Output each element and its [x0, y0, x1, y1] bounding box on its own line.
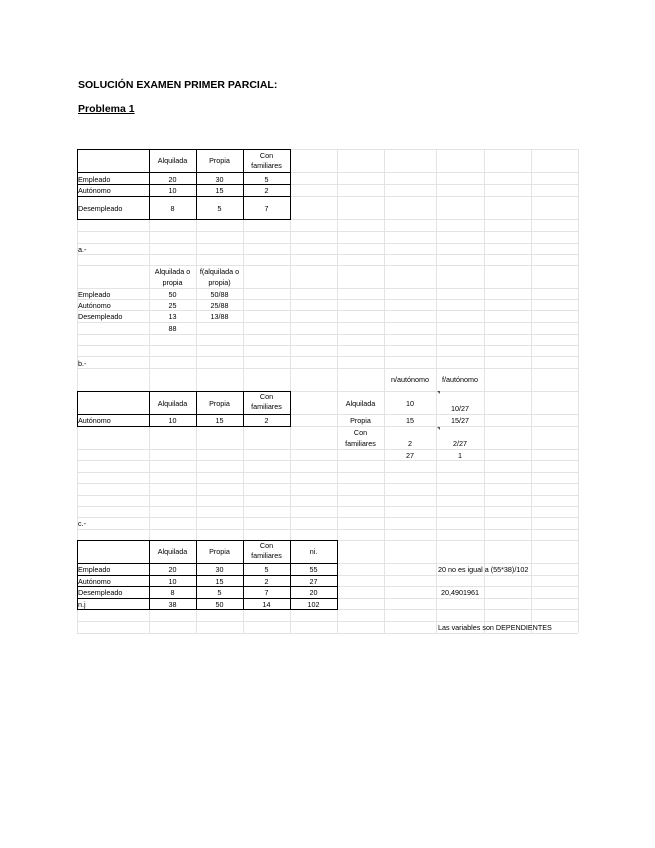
- table-cell: 10: [168, 186, 177, 195]
- table-cell: 50/88: [210, 290, 229, 299]
- side-total: 1: [458, 451, 462, 460]
- side-row-label: Con familiares: [345, 428, 376, 448]
- table-cell: 7: [264, 204, 269, 213]
- table-cell: 5: [264, 175, 269, 184]
- table-cell: 20: [309, 588, 318, 597]
- problem-title: Problema 1: [78, 103, 135, 115]
- table-cell: 8: [170, 588, 175, 597]
- row-label: Empleado: [78, 565, 111, 574]
- header-cell: Alquilada: [157, 156, 188, 165]
- side-header: n/autónomo: [391, 375, 429, 384]
- table-cell: 20: [168, 565, 177, 574]
- header-cell: ni.: [309, 547, 318, 556]
- table-cell: 50: [168, 290, 177, 299]
- table-cell: 2: [264, 186, 269, 195]
- side-cell: 2/27: [453, 439, 467, 448]
- row-label: Empleado: [78, 290, 111, 299]
- table-cell: 15: [215, 416, 224, 425]
- table-cell: 5: [217, 204, 222, 213]
- section-label: a.-: [78, 245, 87, 254]
- row-label: Desempleado: [78, 588, 123, 597]
- table-cell: 55: [309, 565, 318, 574]
- comment-marker-icon: [437, 427, 440, 430]
- table-cell: 50: [215, 600, 224, 609]
- table-cell: 7: [264, 588, 269, 597]
- table-cell: 13: [168, 312, 177, 321]
- comment-marker-icon: [437, 391, 440, 394]
- header-cell: Propia: [209, 156, 230, 165]
- row-label: n.j: [78, 600, 86, 609]
- row-label: Desempleado: [78, 312, 123, 321]
- row-label: Autónomo: [78, 186, 111, 195]
- table-cell: 30: [215, 565, 224, 574]
- header-cell: Alquilada o propia: [154, 267, 191, 287]
- header-cell: f(alquilada o propia): [199, 267, 240, 287]
- row-label: Autónomo: [78, 416, 111, 425]
- table-cell: 14: [262, 600, 271, 609]
- table-cell: 5: [264, 565, 269, 574]
- header-cell: Alquilada: [157, 547, 188, 556]
- header-cell: Propia: [209, 399, 230, 408]
- side-cell: 10/27: [451, 404, 469, 413]
- section-label: c.-: [78, 519, 86, 528]
- page-heading: SOLUCIÓN EXAMEN PRIMER PARCIAL:: [78, 79, 278, 91]
- side-total: 27: [406, 451, 414, 460]
- note-text: 20 no es igual a (55*38)/102: [438, 565, 529, 574]
- table-cell: 10: [168, 416, 177, 425]
- table-cell: 15: [215, 186, 224, 195]
- note-text: Las variables son DEPENDIENTES: [438, 623, 552, 632]
- side-row-label: Alquilada: [345, 399, 376, 408]
- header-cell: Con familiares: [251, 392, 282, 411]
- table-cell: 15: [215, 577, 224, 586]
- table-cell: 10: [168, 577, 177, 586]
- table-cell: 8: [170, 204, 175, 213]
- side-header: f/autónomo: [442, 375, 478, 384]
- header-cell: Con familiares: [251, 541, 282, 560]
- row-label: Empleado: [78, 175, 111, 184]
- table-cell: 25: [168, 301, 177, 310]
- table-cell: 27: [309, 577, 318, 586]
- table-cell: 30: [215, 175, 224, 184]
- table-cell: 13/88: [210, 312, 229, 321]
- header-cell: Propia: [209, 547, 230, 556]
- row-label: Autónomo: [78, 301, 111, 310]
- table-cell: 20: [168, 175, 177, 184]
- row-label: Autónomo: [78, 577, 111, 586]
- header-cell: Con familiares: [251, 151, 282, 170]
- table-cell: 25/88: [210, 301, 229, 310]
- table-cell: 5: [217, 588, 222, 597]
- table-cell: 2: [264, 416, 269, 425]
- total-cell: 88: [168, 324, 177, 333]
- side-cell: 10: [406, 399, 414, 408]
- row-label: Desempleado: [78, 204, 123, 213]
- side-row-label: Propia: [350, 416, 371, 425]
- table-cell: 38: [168, 600, 177, 609]
- side-cell: 2: [408, 439, 412, 448]
- side-cell: 15/27: [451, 416, 469, 425]
- table-cell: 2: [264, 577, 269, 586]
- header-cell: Alquilada: [157, 399, 188, 408]
- table-cell: 102: [307, 600, 320, 609]
- side-cell: 15: [406, 416, 414, 425]
- note-text: 20,4901961: [441, 588, 479, 597]
- section-label: b.-: [78, 359, 87, 368]
